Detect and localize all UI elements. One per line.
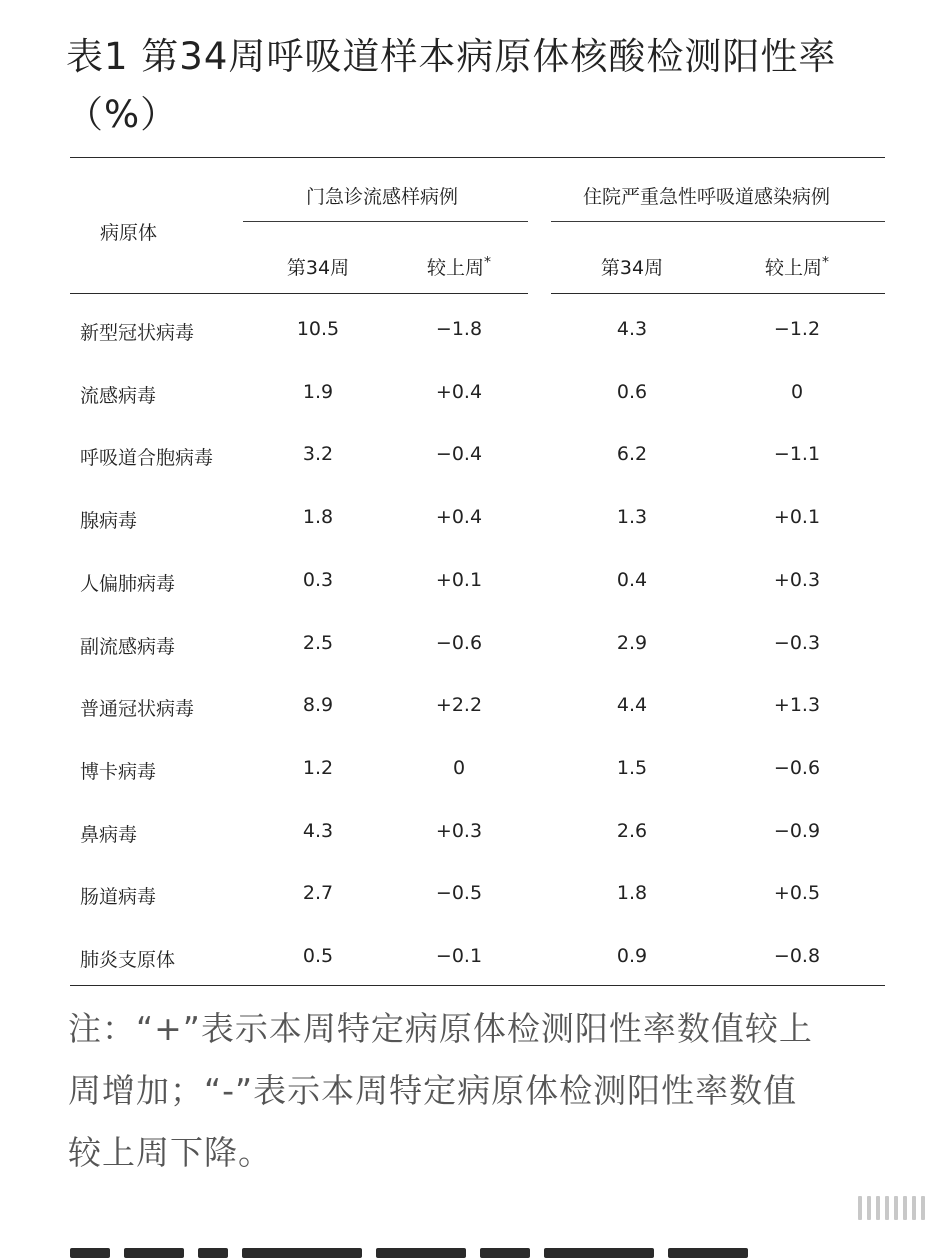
cell-op-week: 1.2 (302, 757, 334, 779)
cell-op-change: 0 (452, 757, 466, 779)
table-top-rule (70, 157, 885, 158)
cell-ip-week: 0.4 (616, 569, 648, 591)
row-name: 流感病毒 (80, 385, 157, 407)
row-name: 呼吸道合胞病毒 (80, 447, 214, 469)
cell-op-week: 1.8 (302, 506, 334, 528)
cell-ip-change: 0 (790, 381, 804, 403)
cell-op-week: 0.3 (302, 569, 334, 591)
cell-op-week: 0.5 (302, 945, 334, 967)
group-header-inpatient: 住院严重急性呼吸道感染病例 (583, 186, 831, 208)
subheader-op-change-label: 较上周 (426, 257, 484, 279)
header-bottom-rule-left (70, 293, 528, 294)
note-line2: 周增加；“-”表示本周特定病原体检测阳性率数值 (68, 1071, 798, 1110)
subheader-ip-change-label: 较上周 (764, 257, 822, 279)
cell-ip-week: 0.9 (616, 945, 648, 967)
asterisk-mark: * (484, 254, 491, 271)
cell-ip-change: −0.8 (773, 945, 821, 967)
cell-op-change: +2.2 (435, 694, 483, 716)
row-name: 腺病毒 (80, 510, 138, 532)
subheader-ip-week: 第34周 (600, 257, 664, 279)
note-line3: 较上周下降。 (68, 1133, 272, 1172)
cell-op-week: 8.9 (302, 694, 334, 716)
row-name: 普通冠状病毒 (80, 698, 195, 720)
table-title-line1: 表1 第34周呼吸道样本病原体核酸检测阳性率 (66, 35, 837, 78)
cell-op-change: −0.4 (435, 443, 483, 465)
cell-op-change: −0.6 (435, 632, 483, 654)
cell-op-change: +0.4 (435, 381, 483, 403)
subheader-op-week: 第34周 (286, 257, 350, 279)
cell-op-week: 4.3 (302, 820, 334, 842)
cell-ip-change: +0.3 (773, 569, 821, 591)
subheader-op-change (399, 253, 519, 280)
asterisk-mark: * (822, 254, 829, 271)
cell-ip-change: −1.1 (773, 443, 821, 465)
cell-op-change: +0.3 (435, 820, 483, 842)
row-name: 鼻病毒 (80, 824, 138, 846)
cell-op-week: 2.5 (302, 632, 334, 654)
group-underline-inpatient (551, 221, 885, 222)
cell-op-change: −1.8 (435, 318, 483, 340)
cell-ip-change: −0.9 (773, 820, 821, 842)
cell-ip-week: 6.2 (616, 443, 648, 465)
cell-ip-week: 1.8 (616, 882, 648, 904)
cell-op-week: 2.7 (302, 882, 334, 904)
cell-ip-week: 4.4 (616, 694, 648, 716)
group-header-outpatient: 门急诊流感样病例 (306, 186, 459, 208)
subheader-ip-change (737, 253, 857, 280)
table-note (68, 998, 898, 1184)
cell-op-week: 3.2 (302, 443, 334, 465)
cutoff-next-paragraph (70, 1236, 870, 1258)
row-name: 副流感病毒 (80, 636, 176, 658)
pathogen-column-header: 病原体 (100, 222, 158, 244)
cell-ip-week: 1.5 (616, 757, 648, 779)
cell-ip-week: 2.6 (616, 820, 648, 842)
table-bottom-rule (70, 985, 885, 986)
cell-op-change: −0.5 (435, 882, 483, 904)
row-name: 博卡病毒 (80, 761, 157, 783)
cell-op-week: 10.5 (296, 318, 340, 340)
row-name: 肺炎支原体 (80, 949, 176, 971)
cell-op-week: 1.9 (302, 381, 334, 403)
cell-ip-week: 4.3 (616, 318, 648, 340)
row-name: 人偏肺病毒 (80, 573, 176, 595)
table-title (66, 28, 896, 144)
cell-ip-week: 0.6 (616, 381, 648, 403)
cell-op-change: +0.1 (435, 569, 483, 591)
cell-ip-week: 1.3 (616, 506, 648, 528)
cell-ip-week: 2.9 (616, 632, 648, 654)
row-name: 新型冠状病毒 (80, 322, 195, 344)
cell-ip-change: −0.6 (773, 757, 821, 779)
cell-ip-change: −0.3 (773, 632, 821, 654)
table-title-line2: （%） (66, 93, 179, 136)
group-underline-outpatient (243, 221, 528, 222)
cell-ip-change: +0.5 (773, 882, 821, 904)
row-name: 肠道病毒 (80, 886, 157, 908)
cell-op-change: −0.1 (435, 945, 483, 967)
cell-ip-change: +1.3 (773, 694, 821, 716)
cell-ip-change: +0.1 (773, 506, 821, 528)
cell-op-change: +0.4 (435, 506, 483, 528)
watermark-bars-icon (858, 1196, 925, 1220)
note-line1: 注：“+”表示本周特定病原体检测阳性率数值较上 (68, 1009, 813, 1048)
cell-ip-change: −1.2 (773, 318, 821, 340)
header-bottom-rule-right (551, 293, 885, 294)
